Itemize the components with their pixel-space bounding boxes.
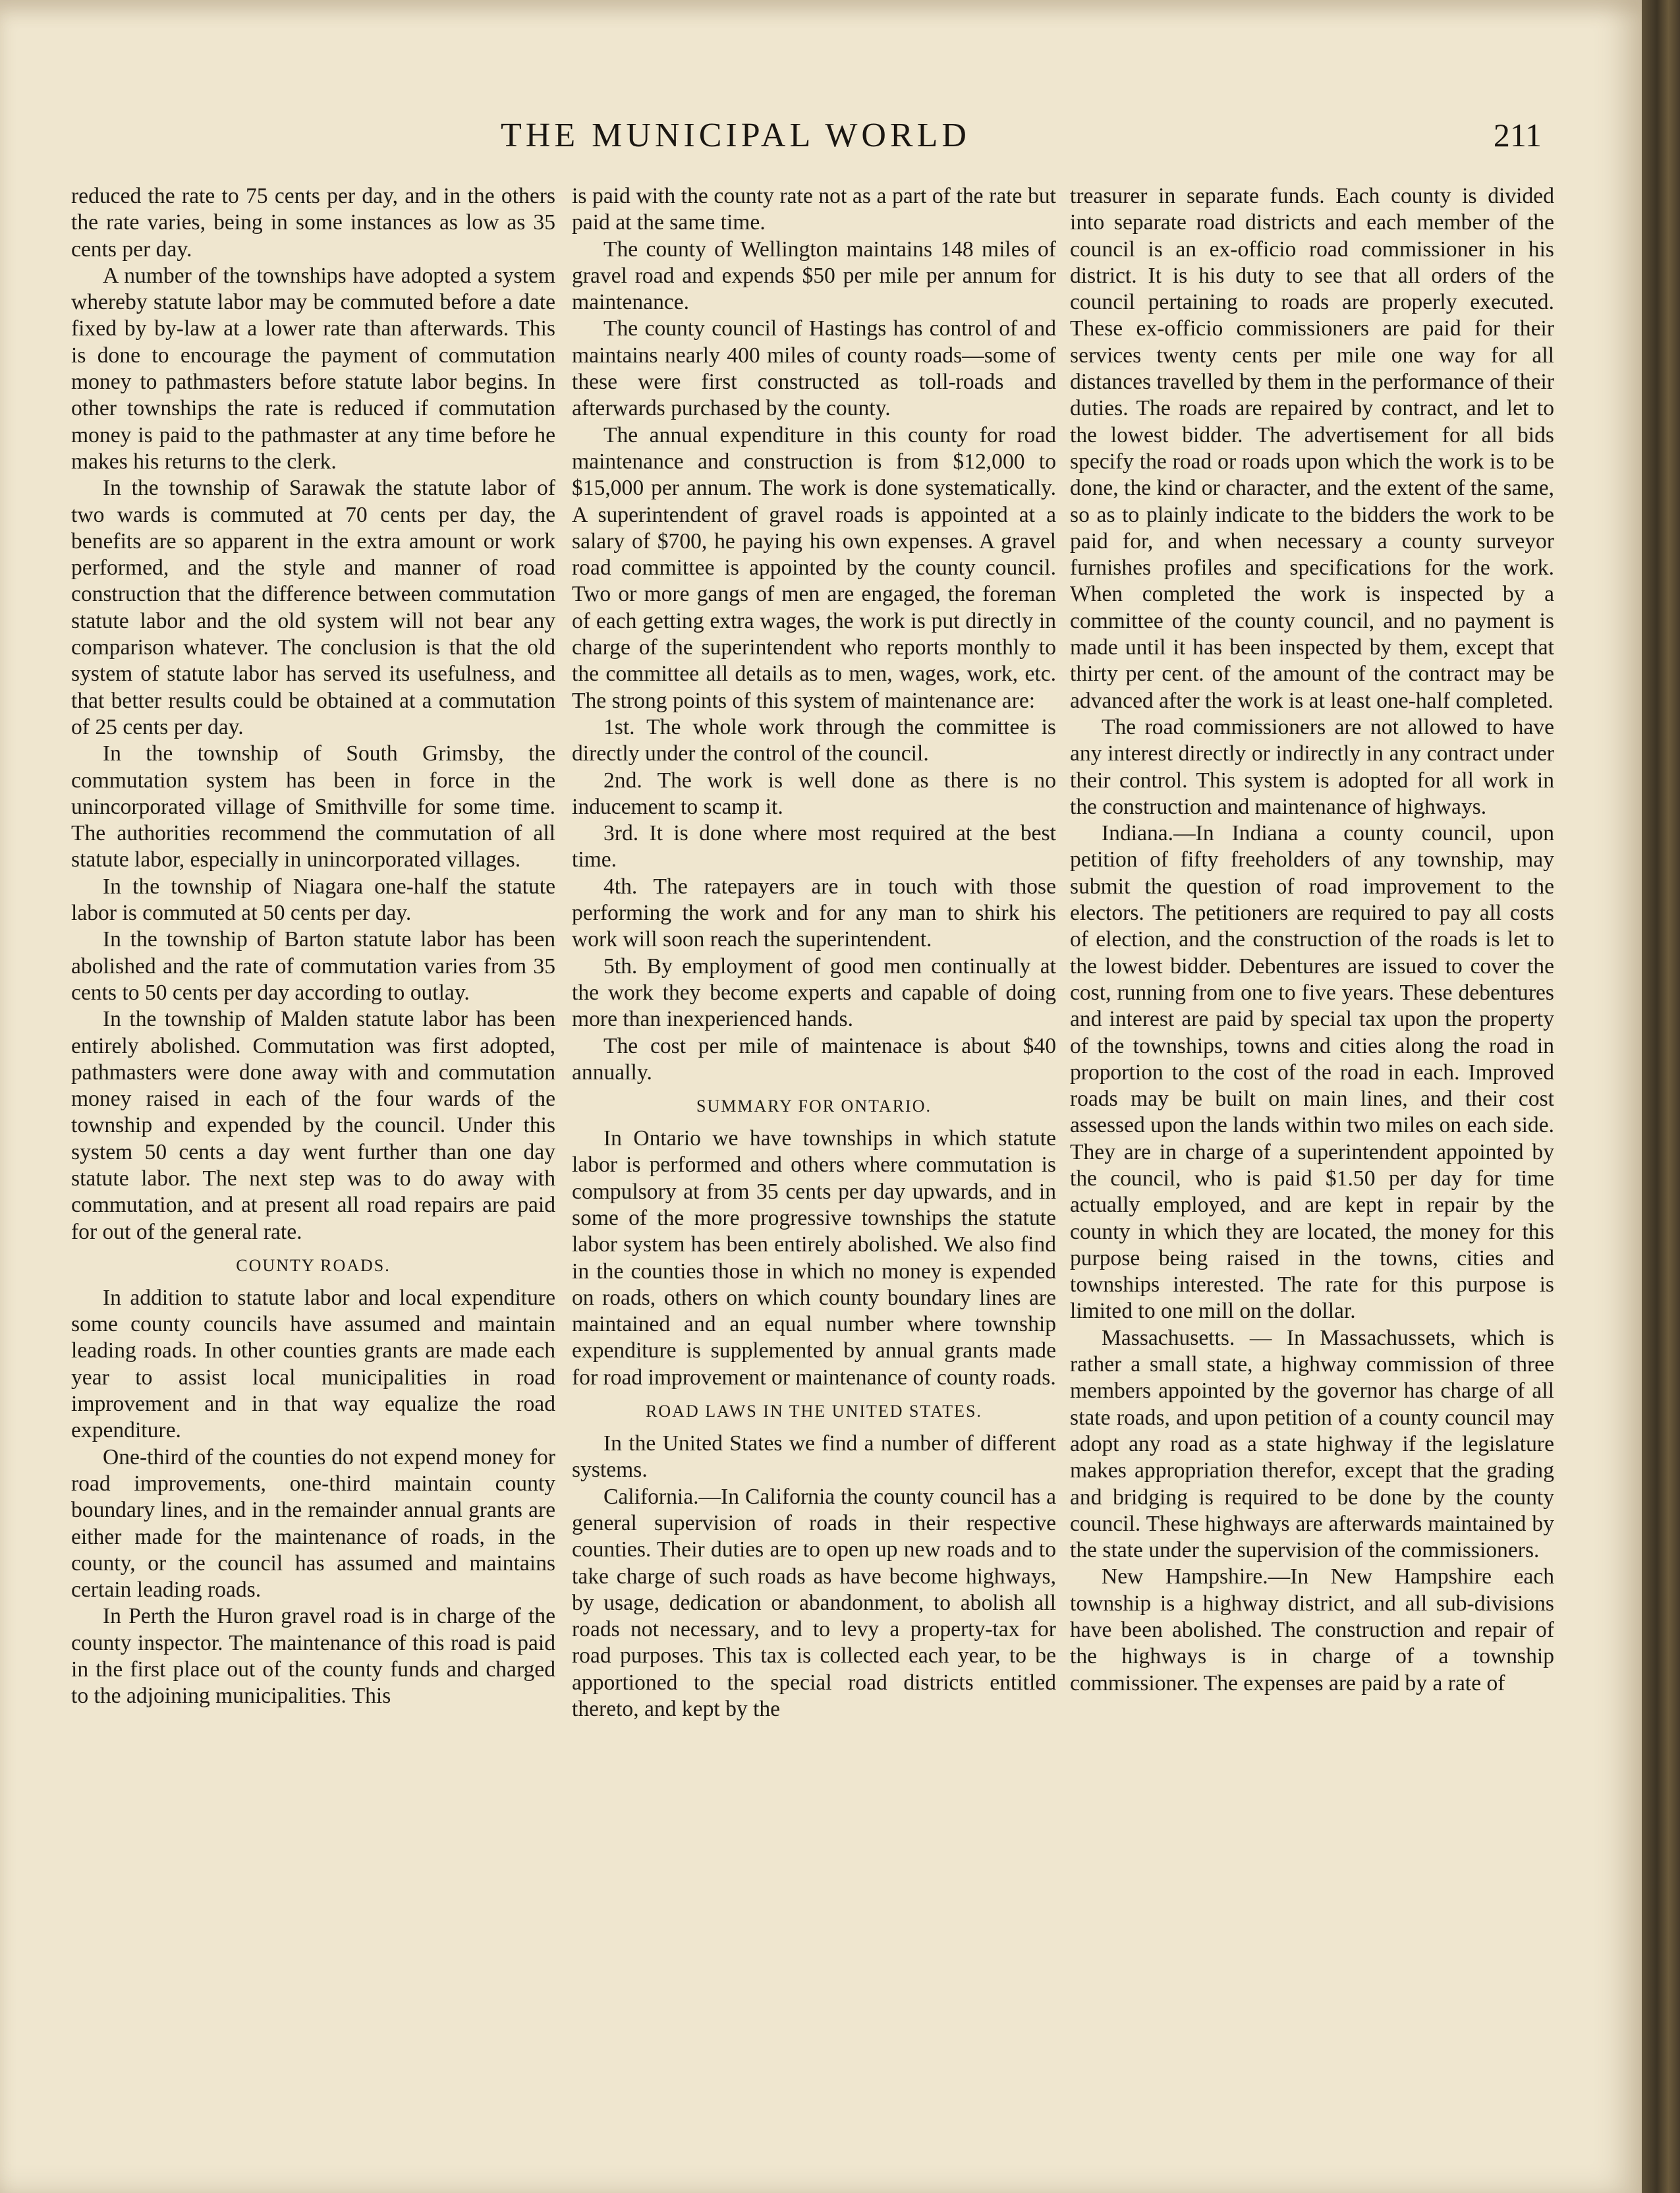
section-heading: COUNTY ROADS. [236,1255,391,1275]
paragraph: In the township of Malden statute labor has been entirely abolished. Commutation was first adopted, pathmasters were done away with and commutation money raised in each of the four wards of the township and expended by the council. Under this system 50 cents a day went further than one day statute labor. The next step was to do away with commutation, and at present all road repairs are paid for out of the general rate. [71,1007,555,1244]
paragraph: 3rd. It is done where most required at the best time. [572,821,1056,872]
paragraph: The road commissioners are not allowed to have any interest directly or indirectly in any contract under their control. This system is adopted for all work in the construction and maintenance of highways. [1070,714,1554,819]
paragraph: In the township of Barton statute labor has been abolished and the rate of commutation varies from 35 cents to 50 cents per day according to outlay. [71,927,555,1005]
book-binding-edge [1642,0,1680,2193]
paragraph: California.—In California the county council has a general supervision of roads in their respective counties. Their duties are to open up new roads and to take charge of such roads as have become highways, by usage, dedication or abandonment, to abolish all roads not necessary, and to levy a property-tax for road purposes. This tax is collected each year, to be apportioned to the special road districts entitled thereto, and kept by the [572,1484,1056,1722]
page-number: 211 [1493,117,1542,154]
paragraph: treasurer in separate funds. Each county is divided into separate road districts and each member of the council is an ex-officio road commissioner in his district. It is his duty to see that all orders of the council pertaining to roads are properly executed. These ex-officio commissioners are paid for their services twenty cents per mile one way for all distances travelled by them in the performance of their duties. The roads are repaired by contract, and let to the lowest bidder. The advertisement for all bids specify the road or roads upon which the work is to be done, the kind or character, and the extent of the same, so as to plainly indicate to the bidders the work to be paid for, and when necessary a county surveyor furnishes profiles and specifications for the work. When completed the work is inspected by a committee of the county council, and no payment is made until it has been inspected by them, except that thirty per cent. of the amount of the contract may be advanced after the work is at least one-half completed. [1070,184,1554,713]
paragraph: New Hampshire.—In New Hampshire each township is a highway district, and all sub-divisions have been abolished. The construction and repair of the highways is in charge of a township commissioner. The expenses are paid by a rate of [1070,1564,1554,1695]
paragraph: Massachusetts. — In Massachussets, which is rather a small state, a highway commission of three members appointed by the governor has charge of all state roads, and upon petition of a county council may adopt any road as a state highway if the legislature makes appropriation therefor, except that the grading and bridging is required to be done by the county council. These highways are afterwards maintained by the state under the supervision of the commissioners. [1070,1325,1554,1563]
paragraph: 4th. The ratepayers are in touch with those performing the work and for any man to shirk his work will soon reach the superintendent. [572,874,1056,952]
paragraph: 5th. By employment of good men continually at the work they become experts and capable of doing more than inexperienced hands. [572,954,1056,1032]
paragraph: The annual expenditure in this county for road maintenance and construction is from $12,000 to $15,000 per annum. The work is done systematically. A superintendent of gravel roads is appointed at a salary of $700, he paying his own expenses. A gravel road committee is appointed by the county council. Two or more gangs of men are engaged, the foreman of each getting extra wages, the work is put directly in charge of the superintendent who reports monthly to the committee all details as to men, wages, work, etc. The strong points of this system of maintenance are: [572,422,1056,713]
paragraph: reduced the rate to 75 cents per day, and in the others the rate varies, being in some instances as low as 35 cents per day. [71,184,555,262]
paragraph: A number of the townships have adopted a system whereby statute labor may be commuted before a date fixed by by-law at a lower rate than afterwards. This is done to encourage the payment of commutation money to pathmasters before statute labor begins. In other townships the rate is reduced if commutation money is paid to the pathmaster at any time before he makes his returns to the clerk. [71,263,555,474]
paragraph: is paid with the county rate not as a part of the rate but paid at the same time. [572,184,1056,235]
paragraph: The cost per mile of maintenace is about $40 annually. [572,1033,1056,1085]
paragraph: 2nd. The work is well done as there is no inducement to scamp it. [572,768,1056,819]
paragraph: In the United States we find a number of different systems. [572,1431,1056,1483]
paragraph: In addition to statute labor and local expenditure some county councils have assumed and maintain leading roads. In other counties grants are made each year to assist local municipalities in road improvement and in that way equalize the road expenditure. [71,1285,555,1443]
running-title: THE MUNICIPAL WORLD [501,117,970,154]
paragraph: One-third of the counties do not expend money for road improvements, one-third maintain county boundary lines, and in the remainder annual grants are either made for the maintenance of roads, in the county, or the council has assumed and maintains certain leading roads. [71,1444,555,1603]
section-heading: SUMMARY FOR ONTARIO. [696,1096,932,1116]
paragraph: In Perth the Huron gravel road is in charge of the county inspector. The maintenance of this road is paid in the first place out of the county funds and charged to the adjoining municipalities. This [71,1604,555,1709]
paragraph: In the township of South Grimsby, the commutation system has been in force in the unincorporated village of Smithville for some time. The authorities recommend the commutation of all statute labor, especially in unincorporated villages. [71,741,555,872]
paragraph: In the township of Niagara one-half the statute labor is commuted at 50 cents per day. [71,874,555,926]
page-header [79,116,1542,169]
paragraph: The county council of Hastings has control of and maintains nearly 400 miles of county roads—some of these were first constructed as toll-roads and afterwards purchased by the county. [572,316,1056,421]
text-column-3 [1070,183,1554,1697]
text-column-2 [572,183,1056,1723]
paragraph: In the township of Sarawak the statute labor of two wards is commuted at 70 cents per day, the benefits are so apparent in the extra amount or work performed, and the style and manner of road construction that the difference between commutation statute labor and the old system will not bear any comparison whatever. The conclusion is that the old system of statute labor has served its usefulness, and that better results could be obtained at a commutation of 25 cents per day. [71,476,555,739]
section-heading: ROAD LAWS IN THE UNITED STATES. [646,1402,982,1421]
paragraph: The county of Wellington maintains 148 miles of gravel road and expends $50 per mile per annum for maintenance. [572,237,1056,315]
paragraph: Indiana.—In Indiana a county council, upon petition of fifty freeholders of any township, may submit the question of road improvement to the electors. The petitioners are required to pay all costs of election, and the construction of the roads is let to the lowest bidder. Debentures are issued to cover the cost, running from one to five years. These debentures and interest are paid by special tax upon the property of the townships, towns and cities along the road in proportion to the cost of the road in each. Improved roads may be built on main lines, and their cost assessed upon the lands within two miles on each side. They are in charge of a superintendent appointed by the council, who is paid $1.50 per day for time actually employed, and are kept in repair by the county in which they are located, the money for this purpose being raised in the towns, cities and townships interested. The rate for this purpose is limited to one mill on the dollar. [1070,821,1554,1324]
paragraph: 1st. The whole work through the committee is directly under the control of the council. [572,714,1056,766]
paragraph: In Ontario we have townships in which statute labor is performed and others where commutation is compulsory at from 35 cents per day upwards, and in some of the more progressive townships the statute labor system has been entirely abolished. We also find in the counties those in which no money is expended on roads, others on which county boundary lines are maintained and an equal number where township expenditure is supplemented by annual grants made for road improvement or maintenance of county roads. [572,1126,1056,1390]
text-column-1 [71,183,555,1710]
